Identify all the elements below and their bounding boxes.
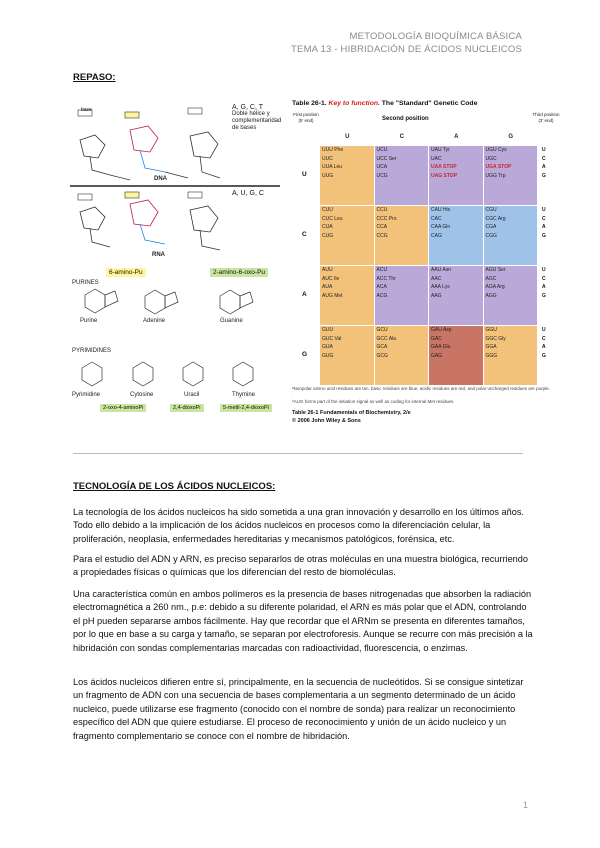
codon: GCA: [376, 344, 388, 350]
codon-cell: [320, 146, 375, 205]
codon: CCU: [376, 207, 388, 213]
adenine-note: 6-amino-Pu: [106, 268, 146, 277]
first-position-base: C: [302, 231, 307, 238]
third-base: U: [542, 207, 546, 213]
genetic-code-table: [292, 100, 560, 430]
codon: AAC: [431, 275, 442, 282]
thymine-note: 5-metil-2,4-dioxoPi: [220, 404, 272, 412]
first-position-base: G: [302, 351, 308, 358]
table-title-prefix: Table 26-1.: [292, 100, 327, 107]
codon-cell: [484, 146, 539, 205]
codon: UGG Trp: [485, 172, 506, 179]
nucleotide-diagram: [70, 100, 285, 440]
rna-bases: A, U, G, C: [232, 190, 264, 197]
codon: UUU Phe: [322, 147, 344, 153]
codon: AUA: [322, 284, 333, 290]
codon: CCA: [376, 224, 388, 230]
second-position-base: U: [345, 134, 350, 140]
section-divider: [73, 453, 523, 454]
repaso-heading: REPASO:: [73, 72, 116, 83]
purine-name: Purine: [80, 318, 98, 324]
codon: UCG: [376, 172, 388, 179]
codon: AGA Arg: [485, 284, 505, 290]
codon: AGG: [485, 292, 497, 299]
codon-cell: [320, 326, 375, 385]
codon-cell: [320, 266, 375, 325]
codon: CUA: [322, 224, 333, 230]
codon-cell: [375, 206, 430, 265]
codon: AAG: [431, 292, 442, 299]
codon: GUC Val: [322, 335, 342, 342]
third-position-bases: [542, 326, 546, 360]
codon: UCA: [376, 164, 388, 170]
codon: GAG: [431, 352, 443, 359]
codon: AAA Lys: [431, 284, 450, 290]
codon: CCG: [376, 232, 388, 239]
section-title: TECNOLOGÍA DE LOS ÁCIDOS NUCLEICOS:: [73, 481, 276, 492]
codon: UCU: [376, 147, 388, 153]
table-footnote-2: ᵇAUG forms part of the initiation signal as well as coding for internal Met residues.: [292, 399, 455, 404]
table-title-rest: The "Standard" Genetic Code: [381, 100, 478, 107]
codon-grid: [302, 128, 546, 386]
codon-cell: [320, 206, 375, 265]
third-base: G: [542, 292, 546, 299]
codon: GAA Glu: [431, 344, 451, 350]
third-base: U: [542, 147, 546, 153]
codon: CGA: [485, 224, 497, 230]
paragraph-1: La tecnología de los ácidos nucleicos ha sido sometida a una gran innovación y desarrollo en los últimos años. Todo ello debido a la implicación de los ácidos nucleicos en procesos como la diferenciación celular, la proliferación, neoplasia, enfermedades hereditarias y mecanismos patológicos, forénsica, etc.: [73, 507, 524, 544]
table-title-key: Key to function.: [328, 100, 380, 107]
codon-cell: [484, 206, 539, 265]
paragraph-3: Una característica común en ambos polímeros es la presencia de bases nitrogenadas que absorben la radiación electromagnética a 260 nm., p.e: debido a su diferente polaridad, el ARN es más polar que el ADN, controlando el pH pueden separarse ambos fácilmente. Hay que recordar que el ARNm se presenta en diferentes tamaños, por lo que en base a su carga y tamaño, se separan por electroforesis. Aunque se recurre con más precisión a la hibridación con sondas complementarias marcadas con radioactividad, fluorescencia, o enzimas.: [73, 589, 533, 653]
codon: UAA STOP: [431, 164, 457, 170]
codon-cell: [375, 266, 430, 325]
third-base: G: [542, 352, 546, 359]
codon: CGU: [485, 207, 497, 213]
third-base: C: [542, 275, 546, 282]
codon: GUA: [322, 344, 333, 350]
codon: UUC: [322, 155, 333, 162]
codon: GUU: [322, 327, 334, 333]
codon: CAC: [431, 215, 442, 222]
guanine-name: Guanine: [220, 318, 243, 324]
table-title: [292, 100, 477, 107]
second-position-label: Second position: [382, 116, 429, 122]
third-base: U: [542, 267, 546, 273]
second-position-base: A: [454, 134, 459, 140]
cytosine-note: 2-oxo-4-aminoPi: [100, 404, 146, 412]
base-tag: base: [81, 107, 92, 113]
codon: CAA Gln: [431, 224, 451, 230]
codon: GCC Ala: [376, 335, 396, 342]
codon: ACC Thr: [376, 275, 396, 282]
paragraph-2: Para el estudio del ADN y ARN, es preciso separarlos de otras moléculas en una muestra biológica, recurriendo a propiedades físicas o químicas que los diferencian del resto de biomoléculas.: [73, 554, 529, 578]
second-position-base: C: [399, 134, 404, 140]
codon: CUU: [322, 207, 333, 213]
first-position-base: A: [302, 291, 307, 298]
page-number: 1: [522, 800, 528, 810]
dna-legend-line: de bases: [232, 125, 257, 131]
codon: CCC Pro: [376, 215, 397, 222]
codon-cell: [429, 146, 484, 205]
cytosine-name: Cytosine: [130, 392, 154, 398]
pyrimidines-label: PYRIMIDINES: [72, 348, 112, 354]
purines-label: PURINES: [72, 280, 99, 286]
codon: AAU Asn: [431, 267, 452, 273]
codon: AGC: [485, 275, 497, 282]
paragraph-4: Los ácidos nucleicos difieren entre sí, principalmente, en la secuencia de nucleótidos. Si se consigue sintetizar un fragmento de ADN con una secuencia de bases complementaria a un segmento determinado de un ácido nucleico, puede utilizarse ese fragmento (conocido con el nombre de sonda) para realizar un reconocimiento específico del ADN que quiere estudiarse. El proceso de reconocimiento y unión de un ácido nucleico y un fragmento complementario se conoce con el nombre de hibridación.: [73, 677, 524, 741]
table-source: Table 26-1 Fundamentals of Biochemistry, 2/e: [292, 410, 411, 416]
third-base: U: [542, 327, 546, 333]
codon: GGA: [485, 344, 497, 350]
codon: UAU Tyr: [431, 147, 450, 153]
course-title: METODOLOGÍA BIOQUÍMICA BÁSICA: [349, 31, 522, 42]
codon: CGC Arg: [485, 215, 506, 222]
pyrimidine-name: Pyrimidine: [72, 392, 101, 398]
adenine-name: Adenine: [143, 318, 166, 324]
codon: UUG: [322, 172, 334, 179]
codon: UGU Cys: [485, 147, 507, 153]
topic-title: TEMA 13 - HIBRIDACIÓN DE ÁCIDOS NUCLEICOS: [291, 44, 522, 55]
codon: ACA: [376, 284, 387, 290]
codon: GUG: [322, 352, 334, 359]
table-footnote-1: ᵃNonpolar amino acid residues are tan, basic residues are blue, acidic residues are red, and polar uncharged residues are purple.: [292, 386, 550, 391]
guanine-note: 2-amino-6-oxo-Pu: [210, 268, 268, 277]
codon: GCU: [376, 327, 388, 333]
codon: GAU Asp: [431, 327, 452, 333]
codon: UCC Ser: [376, 155, 397, 162]
codon: UAC: [431, 155, 442, 162]
codon: UGA STOP: [485, 164, 512, 170]
codon: CAG: [431, 232, 442, 239]
third-base: G: [542, 172, 546, 179]
codon-cell: [429, 266, 484, 325]
thymine-name: Thymine: [232, 392, 256, 398]
first-position-base: U: [302, 171, 307, 178]
second-position-base: G: [508, 134, 514, 140]
document-header: [291, 30, 522, 56]
codon: AUG Met: [322, 292, 343, 299]
dna-legend: [232, 104, 287, 132]
third-base: A: [542, 344, 546, 350]
third-base: C: [542, 335, 546, 342]
codon: UAG STOP: [431, 172, 458, 179]
third-position-bases: [542, 206, 546, 240]
dna-legend-line: Doble hélice y: [232, 111, 270, 117]
codon: GGU: [485, 327, 497, 333]
third-base: C: [542, 215, 546, 222]
third-position-bases: [542, 266, 546, 300]
codon: ACG: [376, 292, 388, 299]
dna-caption: DNA: [154, 176, 167, 182]
uracil-note: 2,4-dioxoPi: [170, 404, 204, 412]
dna-legend-line: complementaridad: [232, 118, 282, 124]
third-base: C: [542, 155, 546, 162]
codon-cell: [429, 206, 484, 265]
codon: UUA Leu: [322, 164, 343, 170]
codon: ACU: [376, 267, 388, 273]
third-base: G: [542, 232, 546, 239]
third-base: A: [542, 284, 546, 290]
codon: CUC Leu: [322, 215, 343, 222]
codon: GCG: [376, 352, 388, 359]
codon: AUC Ile: [322, 275, 340, 282]
third-base: A: [542, 224, 546, 230]
table-copyright: © 2006 John Wiley & Sons: [292, 418, 361, 424]
codon-cell: [484, 266, 539, 325]
uracil-name: Uracil: [184, 392, 200, 398]
codon-cell: [375, 146, 430, 205]
codon: GGC Gly: [485, 335, 506, 342]
codon: AUU: [322, 267, 333, 273]
codon: CGG: [485, 232, 497, 239]
dna-bases: A, G, C, T: [232, 104, 263, 111]
third-base: A: [542, 164, 546, 170]
codon: CUG: [322, 232, 334, 239]
codon: GGG: [485, 352, 498, 359]
codon-cell: [484, 326, 539, 385]
codon-cell: [375, 326, 430, 385]
codon: UGC: [485, 155, 497, 162]
rna-caption: RNA: [152, 252, 165, 258]
third-position-bases: [542, 146, 546, 180]
codon: GAC: [431, 335, 442, 342]
codon: CAU His: [431, 207, 451, 213]
codon: AGU Ser: [485, 267, 506, 273]
third-position-label: Third position (3' end): [532, 112, 560, 123]
first-position-label: First position (5' end): [293, 112, 319, 123]
codon-cell: [429, 326, 484, 385]
